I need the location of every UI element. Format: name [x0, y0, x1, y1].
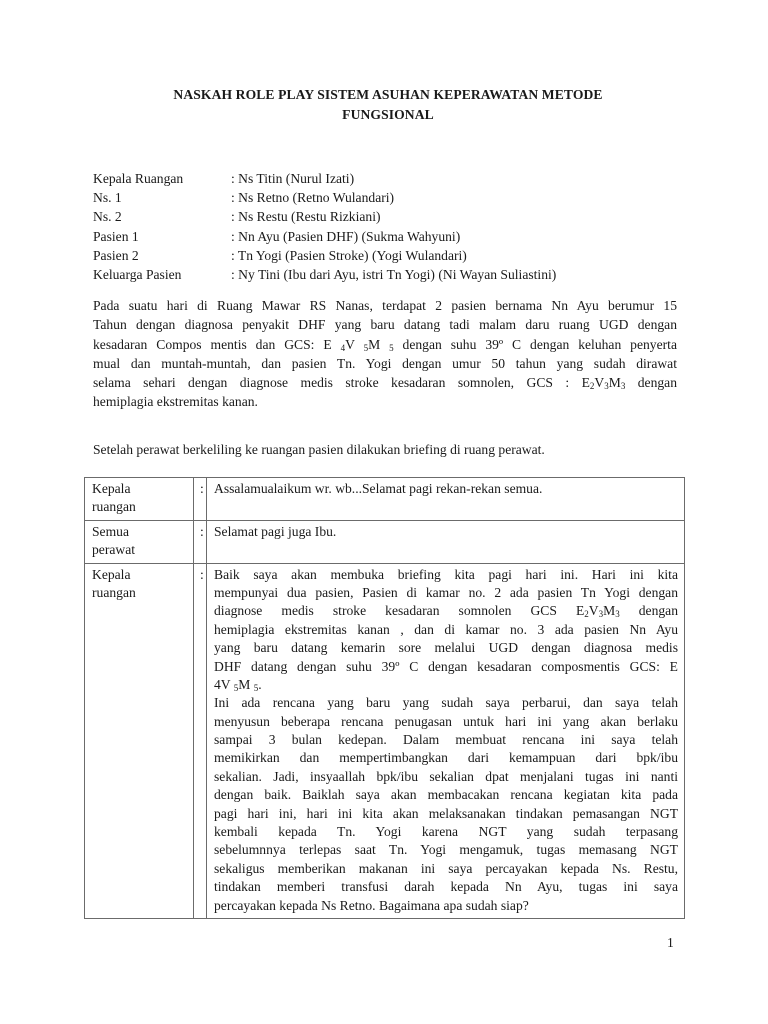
cast-name: : Ns Restu (Restu Rizkiani) [231, 209, 381, 225]
dialog-line: sekalian. Jadi, insyaallah bpk/ibu sekalian dpat menjalani tugas ini nanti [214, 768, 678, 784]
colon-cell: : [194, 563, 207, 918]
cast-name: : Ny Tini (Ibu dari Ayu, istri Tn Yogi) (Ni Wayan Suliastini) [231, 266, 557, 282]
intro-line: kesadaran Compos mentis dan GCS: E $_4$V $_5$M $_5$ dengan suhu 39º C dengan keluhan penyerta [93, 336, 677, 353]
intro-paragraph [93, 296, 677, 412]
cast-role: Ns. 2 [93, 209, 122, 225]
cast-role: Ns. 1 [93, 190, 122, 206]
document-title [93, 85, 683, 125]
intro-line: hemiplagia ekstremitas kanan. [93, 394, 258, 410]
dialog-line: memikirkan dan mempertimbangkan dari kemampuan dari bpk/ibu [214, 750, 678, 766]
table-row [85, 520, 685, 563]
dialog-text-cell [207, 520, 685, 563]
cast-name: : Tn Yogi (Pasien Stroke) (Yogi Wulandari) [231, 247, 467, 263]
title-line-2: FUNGSIONAL [342, 107, 434, 122]
cast-row [93, 169, 693, 188]
dialog-line: kembali kepada Tn. Yogi karena NGT yang sudah terpasang [214, 824, 678, 840]
speaker-line: ruangan [92, 499, 136, 515]
dialog-line: pagi hari ini, hari ini kita akan melaksanakan tindakan pemasangan NGT [214, 805, 678, 821]
dialog-line: dengan baik. Baiklah saya akan membacakan rencana kegiatan kita pada [214, 787, 678, 803]
dialog-line: percayakan kepada Ns Retno. Bagaimana apa sudah siap? [214, 897, 529, 913]
intro-line: mual dan muntah-muntah, dan pasien Tn. Yogi dengan umur 50 tahun yang sudah dirawat [93, 355, 677, 371]
cast-role: Kepala Ruangan [93, 171, 184, 186]
speaker-cell [85, 563, 194, 918]
dialog-line: Selamat pagi juga Ibu. [214, 523, 337, 539]
cast-role: Pasien 1 [93, 228, 139, 244]
intro-line: Pada suatu hari di Ruang Mawar RS Nanas, terdapat 2 pasien bernama Nn Ayu berumur 15 [93, 298, 677, 313]
cast-role: Pasien 2 [93, 247, 139, 263]
speaker-line: ruangan [92, 584, 136, 600]
colon-cell: : [194, 520, 207, 563]
title-line-1: NASKAH ROLE PLAY SISTEM ASUHAN KEPERAWATAN METODE [173, 87, 603, 102]
speaker-line: perawat [92, 542, 136, 558]
dialog-line: yang baru datang kemarin sore melalui UGD dengan diagnosa medis [214, 640, 678, 656]
speaker-cell [85, 520, 194, 563]
cast-name: : Ns Titin (Nurul Izati) [231, 171, 355, 186]
cast-list [93, 169, 693, 284]
dialog-line: tindakan memberi transfusi darah kepada Nn Ayu, tugas ini saya [214, 879, 678, 895]
dialog-line: Baik saya akan membuka briefing kita pagi hari ini. Hari ini kita [214, 566, 678, 582]
table-row [85, 478, 685, 521]
dialog-table [84, 477, 685, 919]
dialog-line: DHF datang dengan suhu 39º C dengan kesadaran composmentis GCS: E [214, 658, 678, 674]
speaker-line: Semua [92, 523, 129, 539]
cast-row [93, 207, 693, 226]
dialog-line: sebelumnnya terlepas saat Tn. Yogi mengamuk, tugas memasang NGT [214, 842, 678, 858]
dialog-line: hemiplagia ekstremitas kanan , dan di kamar no. 3 ada pasien Nn Ayu [214, 621, 678, 637]
scene-note: Setelah perawat berkeliling ke ruangan pasien dilakukan briefing di ruang perawat. [93, 442, 545, 457]
speaker-line: Kepala [92, 481, 131, 496]
cast-name: : Nn Ayu (Pasien DHF) (Sukma Wahyuni) [231, 228, 461, 244]
cast-role: Keluarga Pasien [93, 266, 182, 282]
cast-row [93, 246, 693, 265]
intro-line: selama sehari dengan diagnose medis stroke kesadaran somnolen, GCS : $E_2V_3M_3$ dengan [93, 375, 677, 392]
colon-cell: : [194, 478, 207, 521]
dialog-text-cell [207, 478, 685, 521]
table-row [85, 563, 685, 918]
dialog-line: 4V $_5$M $_5$. [214, 676, 262, 693]
intro-line: Tahun dengan diagnosa penyakit DHF yang baru datang tadi malam daru ruang UGD dengan [93, 317, 677, 333]
cast-row [93, 227, 693, 246]
dialog-line: mempunyai dua pasien, Pasien di kamar no. 2 ada pasien Tn Yogi dengan [214, 584, 678, 600]
speaker-cell [85, 478, 194, 521]
dialog-line: diagnose medis stroke kesadaran somnolen GCS $E_2V_3M_3$ dengan [214, 603, 679, 620]
cast-name: : Ns Retno (Retno Wulandari) [231, 190, 395, 206]
dialog-line: menyusun beberapa rencana penugasan untuk hari ini yang akan berlaku [214, 713, 678, 729]
speaker-line: Kepala [92, 566, 131, 582]
cast-row [93, 188, 693, 207]
dialog-line: Ini ada rencana yang baru yang sudah saya perbarui, dan saya telah [214, 695, 678, 711]
cast-row [93, 265, 693, 284]
dialog-line: sekaligus memberikan makanan ini saya percayakan kepada Ns. Restu, [214, 860, 678, 876]
page-number: 1 [667, 935, 674, 950]
dialog-text-cell [207, 563, 685, 918]
dialog-line: sampai 3 bulan kedepan. Dalam membuat rencana ini saya telah [214, 732, 678, 748]
dialog-line: Assalamualaikum wr. wb...Selamat pagi rekan-rekan semua. [214, 481, 543, 496]
